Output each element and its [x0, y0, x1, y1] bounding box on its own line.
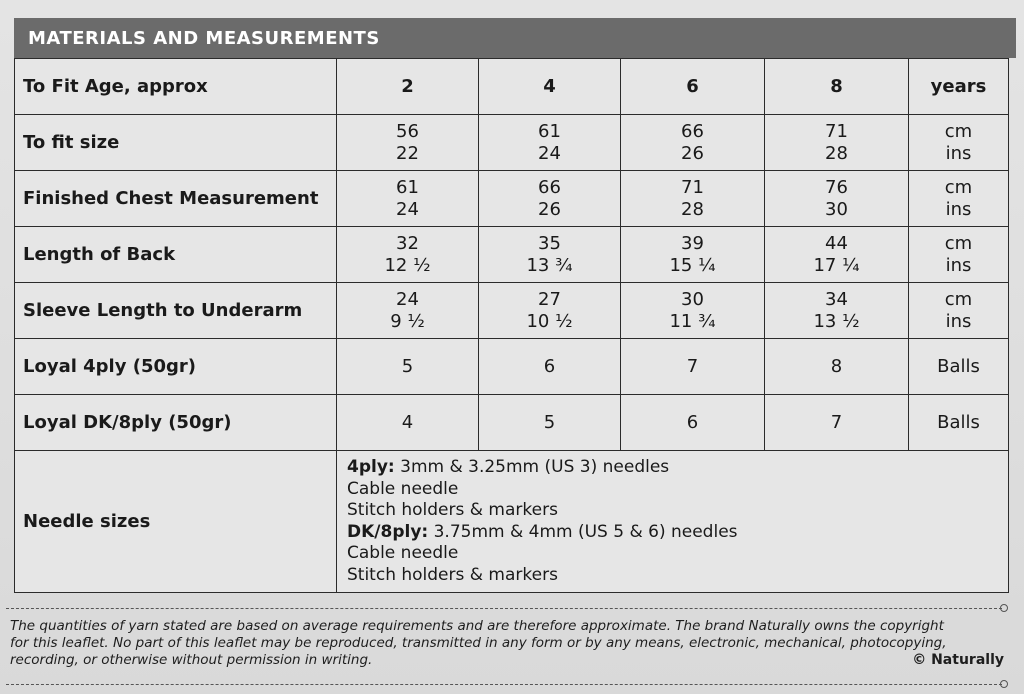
- ins-value: 22: [396, 142, 419, 164]
- age-value: 8: [765, 59, 909, 115]
- cm-value: 32: [396, 232, 419, 254]
- ins-value: 24: [538, 142, 561, 164]
- cm-value: 76: [825, 176, 848, 198]
- needle-line: [347, 500, 1008, 522]
- needle-line-heading: 4ply:: [347, 457, 395, 477]
- balls-value: 8: [765, 339, 909, 395]
- unit-ins: ins: [945, 254, 972, 276]
- cm-value: 30: [681, 288, 704, 310]
- cm-value: 66: [681, 120, 704, 142]
- ins-value: 30: [825, 198, 848, 220]
- section-title: MATERIALS AND MEASUREMENTS: [28, 27, 380, 49]
- ins-value: 9 ½: [390, 310, 425, 332]
- unit-cell: [909, 115, 1009, 171]
- cm-value: 24: [396, 288, 419, 310]
- age-value: 4: [479, 59, 621, 115]
- table-row: [15, 171, 1009, 227]
- cm-value: 61: [538, 120, 561, 142]
- unit-ins: ins: [945, 142, 972, 164]
- cm-value: 34: [825, 288, 848, 310]
- age-value: 6: [621, 59, 765, 115]
- yarn-row: [15, 339, 1009, 395]
- value-cell: [621, 227, 765, 283]
- needle-line-text: Cable needle: [347, 543, 459, 563]
- ins-value: 28: [681, 198, 704, 220]
- balls-value: 4: [337, 395, 479, 451]
- top-dashed-rule: [6, 608, 1002, 609]
- value-cell: [765, 171, 909, 227]
- value-cell: [621, 171, 765, 227]
- unit-ins: ins: [945, 198, 972, 220]
- needle-line: [347, 565, 1008, 587]
- row-label: Needle sizes: [15, 451, 337, 593]
- section-header: [14, 18, 1016, 58]
- cm-value: 27: [538, 288, 561, 310]
- unit-cm: cm: [944, 288, 973, 310]
- measurements-table: [14, 58, 1009, 593]
- value-cell: [337, 227, 479, 283]
- value-cell: [479, 283, 621, 339]
- needles-cell: [337, 451, 1009, 593]
- value-cell: [479, 171, 621, 227]
- needle-line: [347, 543, 1008, 565]
- age-value: 2: [337, 59, 479, 115]
- ins-value: 26: [681, 142, 704, 164]
- balls-value: 5: [479, 395, 621, 451]
- needle-line-text: 3mm & 3.25mm (US 3) needles: [394, 457, 670, 477]
- value-cell: [337, 283, 479, 339]
- needle-line-text: Cable needle: [347, 478, 459, 499]
- cm-value: 61: [396, 176, 419, 198]
- value-cell: [337, 171, 479, 227]
- unit-cell: years: [909, 59, 1009, 115]
- row-label: Loyal DK/8ply (50gr): [15, 395, 337, 451]
- row-label: To Fit Age, approx: [15, 59, 337, 115]
- ins-value: 15 ¼: [669, 254, 716, 276]
- cm-value: 66: [538, 176, 561, 198]
- needle-line-text: Stitch holders & markers: [347, 564, 558, 585]
- footer-line: for this leaflet. No part of this leaflet may be reproduced, transmitted in any form or by any means, electronic, mechanical, photocopying,: [10, 635, 947, 651]
- unit-cell: Balls: [909, 339, 1009, 395]
- cm-value: 44: [825, 232, 848, 254]
- value-cell: [479, 227, 621, 283]
- cm-value: 71: [825, 120, 848, 142]
- ins-value: 10 ½: [526, 310, 573, 332]
- age-row: [15, 59, 1009, 115]
- value-cell: [621, 283, 765, 339]
- unit-cell: Balls: [909, 395, 1009, 451]
- balls-value: 7: [621, 339, 765, 395]
- value-cell: [765, 115, 909, 171]
- unit-cell: [909, 227, 1009, 283]
- unit-cell: [909, 171, 1009, 227]
- dashed-rule-end: [1000, 680, 1008, 688]
- balls-value: 5: [337, 339, 479, 395]
- ins-value: 24: [396, 198, 419, 220]
- value-cell: [765, 283, 909, 339]
- row-label: Length of Back: [15, 227, 337, 283]
- cm-value: 56: [396, 120, 419, 142]
- unit-cm: cm: [944, 176, 973, 198]
- yarn-row: [15, 395, 1009, 451]
- ins-value: 13 ¾: [526, 254, 573, 276]
- needles-row: [15, 451, 1009, 593]
- unit-cell: [909, 283, 1009, 339]
- balls-value: 7: [765, 395, 909, 451]
- row-label: Finished Chest Measurement: [15, 171, 337, 227]
- value-cell: [337, 115, 479, 171]
- table-row: [15, 227, 1009, 283]
- ins-value: 26: [538, 198, 561, 220]
- needle-line-text: 3.75mm & 4mm (US 5 & 6) needles: [428, 521, 738, 542]
- row-label: To fit size: [15, 115, 337, 171]
- table-row: [15, 115, 1009, 171]
- needle-line: [347, 522, 1008, 544]
- cm-value: 71: [681, 176, 704, 198]
- needle-line-text: Stitch holders & markers: [347, 500, 558, 520]
- bottom-dashed-rule: [6, 684, 1002, 685]
- ins-value: 28: [825, 142, 848, 164]
- copyright-notice: [10, 618, 1006, 669]
- row-label: Sleeve Length to Underarm: [15, 283, 337, 339]
- unit-cm: cm: [944, 120, 973, 142]
- ins-value: 11 ¾: [669, 310, 716, 332]
- needle-line-heading: DK/8ply:: [347, 521, 429, 542]
- value-cell: [621, 115, 765, 171]
- table-row: [15, 283, 1009, 339]
- ins-value: 12 ½: [384, 254, 431, 276]
- unit-cm: cm: [944, 232, 973, 254]
- balls-value: 6: [479, 339, 621, 395]
- footer-line: The quantities of yarn stated are based on average requirements and are therefore approximate. The brand Naturally owns the copyright: [10, 618, 944, 634]
- balls-value: 6: [621, 395, 765, 451]
- unit-ins: ins: [945, 310, 972, 332]
- copyright-mark: © Naturally: [912, 652, 1004, 668]
- value-cell: [479, 115, 621, 171]
- ins-value: 13 ½: [813, 310, 860, 332]
- needle-line: [347, 479, 1008, 501]
- value-cell: [765, 227, 909, 283]
- footer-line: recording, or otherwise without permission in writing.: [10, 652, 373, 668]
- cm-value: 39: [681, 232, 704, 254]
- dashed-rule-end: [1000, 604, 1008, 612]
- cm-value: 35: [538, 232, 561, 254]
- ins-value: 17 ¼: [813, 254, 860, 276]
- row-label: Loyal 4ply (50gr): [15, 339, 337, 395]
- needle-line: [347, 457, 1008, 479]
